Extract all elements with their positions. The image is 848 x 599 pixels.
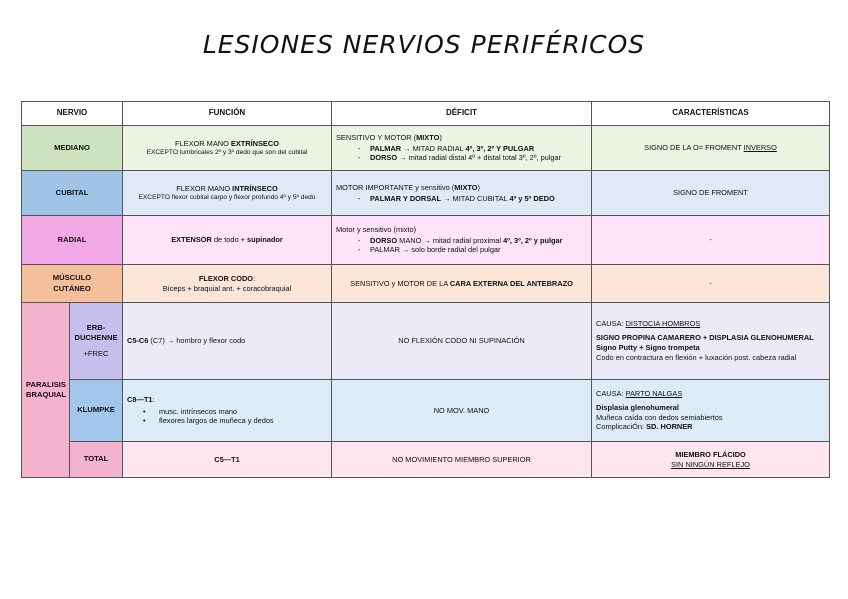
list-item [358,144,587,154]
list-item [358,194,587,204]
def-text: SENSITIVO y MOTOR DE LA [350,278,450,288]
row-mediano [22,126,830,171]
subtype-erb-duchenne [70,303,123,380]
func-bold: EXTENSOR [171,235,212,244]
def-l2-text: → mitad radial distal 4º + distal total 3º, 2º, pulgar [397,153,562,163]
nerve-musc-label-2: CUTÁNEO [53,283,91,293]
funcion-total: C5—T1 [123,442,332,478]
deficit-cubital [332,171,592,216]
func-bold: INTRÍNSECO [232,183,278,193]
row-radial [22,216,830,265]
carac-line-3: Codo en contractura en flexión + luxación post. cabeza radial [596,352,797,362]
nerve-mediano [22,126,123,171]
carac-text: SIGNO DE LA O= FROMENT [644,143,744,152]
list-item: • flexores largos de muñeca y dedos [143,416,327,426]
def-bold: MIXTO [454,182,478,192]
nerve-musc-label-1: MÚSCULO [52,273,92,283]
carac-line-1: SIGNO PROPINA CAMARERO + DISPLASIA GLENOHUMERAL [596,333,814,343]
def-bold: CARA EXTERNA DEL ANTEBRAZO [449,278,573,288]
func-text: (C7) → hombro y flexor codo [148,336,246,345]
def-l1-text: → MITAD RADIAL [401,143,466,153]
nerve-radial [22,216,123,265]
row-total [22,442,830,478]
deficit-erb: NO FLEXIÓN CODO NI SUPINACIÓN [332,303,592,380]
causa-value: DISTOCIA HOMBROS [625,319,701,329]
deficit-musculocutaneo [332,265,592,303]
deficit-klumpke: NO MOV. MANO [332,380,592,442]
carac-line-3-bold: SD. HORNER [646,422,693,432]
func-note: Bíceps + braquial ant. + coracobraquial [162,283,292,293]
funcion-musculocutaneo [123,265,332,303]
erb-label-1: ERB- [86,322,106,332]
nerve-paralisis-braquial [22,303,70,478]
header-row [22,102,830,126]
def-l1-bold2: 4º y 5º DEDO [509,193,555,203]
def-l2-text: PALMAR → solo borde radial del pulgar [370,245,501,255]
def-l2-bold: DORSO [370,153,398,163]
funcion-cubital [123,171,332,216]
paralisis-label-1: PARALISIS [26,379,66,389]
paralisis-label-2: BRAQUIAL [26,390,67,399]
carac-musculocutaneo: - [592,265,830,303]
func-bold: EXTRÍNSECO [230,138,279,148]
func-text: : [253,273,256,283]
nerve-radial-label: RADIAL [57,234,87,244]
list-item [358,245,587,255]
erb-label-3: +FREC [83,349,109,359]
func-bold: FLEXOR CODO [198,273,254,283]
carac-line-2: Signo Putty + Signo trompeta [596,343,700,352]
row-musculocutaneo [22,265,830,303]
carac-underline: INVERSO [743,143,777,152]
page-title: LESIONES NERVIOS PERIFÉRICOS [202,30,646,59]
funcion-mediano [123,126,332,171]
row-cubital [22,171,830,216]
carac-klumpke [592,380,830,442]
carac-mediano [592,126,830,171]
func-bold2: supinador [247,235,283,244]
func-bold: C5-C6 [127,336,149,345]
def-close: ) [477,182,481,192]
func-text: FLEXOR MANO [176,183,233,193]
funcion-klumpke [123,380,332,442]
header-caracteristicas: CARACTERÍSTICAS [592,102,830,126]
nerve-mediano-label: MEDIANO [54,142,90,152]
causa-label: CAUSA: [596,388,626,398]
def-text: MOTOR IMPORTANTE y sensitivo ( [336,182,455,192]
def-l1-text: → MITAD CUBITAL [441,193,510,203]
def-l1-bold: DORSO [370,235,398,245]
row-klumpke [22,380,830,442]
carac-line-1: Displasia glenohumeral [596,402,679,412]
header-funcion: FUNCIÓN [123,102,332,126]
nerve-cubital [22,171,123,216]
def-text: Motor y sensitivo (mixto) [336,224,417,234]
func-note: EXCEPTO lumbricales 2º y 3º dedo que son del cubital [146,148,308,156]
def-l1-bold2: 4º, 3º, 2º Y PULGAR [465,143,535,153]
list-item [358,236,587,246]
func-text: : [152,394,155,404]
causa-label: CAUSA: [596,319,626,329]
row-erb-duchenne [22,303,830,380]
header-deficit: DÉFICIT [332,102,592,126]
funcion-erb [123,303,332,380]
deficit-total: NO MOVIMIENTO MIEMBRO SUPERIOR [332,442,592,478]
nerve-cubital-label: CUBITAL [55,187,89,197]
deficit-mediano [332,126,592,171]
header-nervio: NERVIO [22,102,123,126]
carac-cubital: SIGNO DE FROMENT [592,171,830,216]
func-bold: C8—T1 [127,394,153,404]
deficit-radial [332,216,592,265]
carac-line-2: SIN NINGÚN REFLEJO [671,459,750,469]
func-text: de todo + [211,235,248,244]
nerve-musculocutaneo [22,265,123,303]
def-l1-bold: PALMAR Y DORSAL [370,193,442,203]
erb-label-2: DUCHENNE [74,332,118,342]
nerve-lesions-table [21,101,830,478]
def-l1-bold: PALMAR [370,143,402,153]
def-bold: MIXTO [416,132,440,142]
funcion-radial [123,216,332,265]
subtype-klumpke: KLUMPKE [70,380,123,442]
subtype-total: TOTAL [70,442,123,478]
carac-radial: - [592,216,830,265]
carac-total [592,442,830,478]
carac-erb [592,303,830,380]
def-close: ) [439,132,442,142]
def-l1-bold2: 4º, 3º, 2º y pulgar [503,235,563,245]
carac-line-2: Muñeca caída con dedos semiabiertos [596,412,723,422]
causa-value: PARTO NALGAS [625,388,683,398]
func-note: EXCEPTO flexor cubital carpo y flexor profundo 4º y 5º dedo [138,193,316,201]
func-text: FLEXOR MANO [175,138,231,148]
list-item: • musc. intrínsecos mano [143,407,327,417]
def-l1-text: MANO → mitad radial proximal [397,235,504,245]
def-text: SENSITIVO Y MOTOR ( [336,132,417,142]
carac-line-3: ComplicaciÓn: [596,422,647,432]
carac-line-1: MIEMBRO FLÁCIDO [675,449,746,459]
list-item [358,153,587,163]
